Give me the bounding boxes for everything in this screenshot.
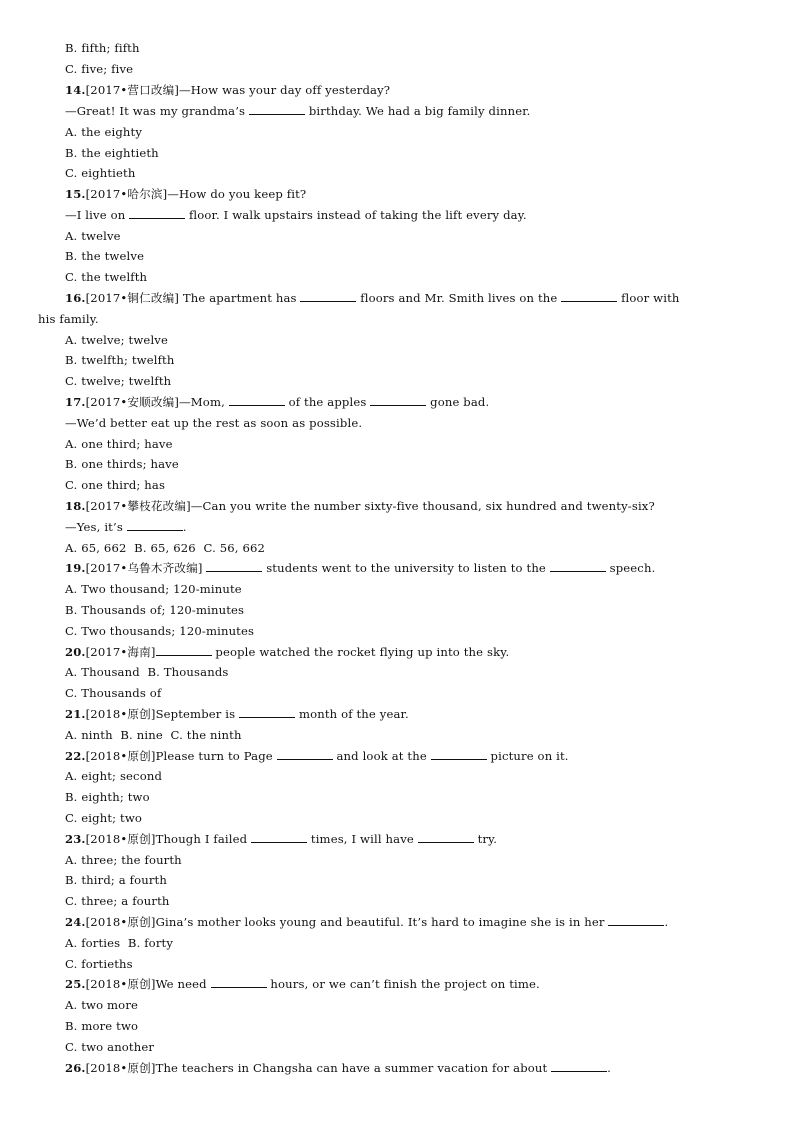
question-24-stem: [65, 915, 668, 929]
answer-blank: [251, 832, 307, 843]
question-text: people watched the rocket flying up into the sky.: [211, 645, 510, 659]
question-15-stem: [65, 187, 306, 201]
option-b: B. the eightieth: [65, 146, 159, 160]
question-text: times, I will have: [307, 832, 418, 846]
answer-blank: [370, 395, 426, 406]
question-source-tag: [2017•铜仁改编]: [85, 291, 180, 305]
question-text: Gina’s mother looks young and beautiful. It’s hard to imagine she is in her: [155, 915, 609, 929]
answer-blank: [239, 707, 295, 718]
question-18-stem: [65, 499, 655, 513]
options-inline: A. ninth B. nine C. the ninth: [65, 728, 242, 742]
answer-blank: [277, 749, 333, 760]
question-text: The apartment has: [179, 291, 301, 305]
option-b: B. Thousands of; 120-minutes: [65, 603, 245, 617]
option-c: C. eightieth: [65, 166, 136, 180]
answer-blank: [249, 104, 305, 115]
option-b: B. one thirds; have: [65, 457, 179, 471]
question-text: —Yes, it’s: [65, 520, 127, 534]
answer-blank: [229, 395, 285, 406]
question-text: .: [664, 915, 669, 929]
question-18-line2: [65, 520, 187, 534]
question-number: 26.: [65, 1061, 86, 1075]
question-number: 21.: [65, 707, 86, 721]
question-21-stem: [65, 707, 409, 721]
option-c: C. three; a fourth: [65, 894, 170, 908]
question-source-tag: [2018•原创]: [85, 832, 156, 846]
question-text: of the apples: [284, 395, 371, 409]
question-16-stem: [65, 291, 680, 305]
answer-blank: [431, 749, 487, 760]
question-source-tag: [2017•海南]: [85, 645, 156, 659]
option-c: C. fortieths: [65, 957, 133, 971]
question-16-continuation: his family.: [38, 312, 99, 326]
question-text: —Can you write the number sixty-five thousand, six hundred and twenty-six?: [190, 499, 655, 513]
question-text: hours, or we can’t finish the project on time.: [266, 977, 540, 991]
question-text: .: [607, 1061, 612, 1075]
question-number: 15.: [65, 187, 86, 201]
option-c: C. one third; has: [65, 478, 166, 492]
question-14-stem: [65, 83, 390, 97]
option-c: C. five; five: [65, 62, 134, 76]
question-text: and look at the: [332, 749, 431, 763]
question-number: 16.: [65, 291, 86, 305]
option-c: C. the twelfth: [65, 270, 148, 284]
question-number: 24.: [65, 915, 86, 929]
question-number: 19.: [65, 561, 86, 575]
answer-blank: [561, 291, 617, 302]
question-text: September is: [155, 707, 240, 721]
answer-blank: [127, 520, 183, 531]
question-source-tag: [2018•原创]: [85, 707, 156, 721]
answer-blank: [300, 291, 356, 302]
option-b: B. twelfth; twelfth: [65, 353, 175, 367]
question-source-tag: [2018•原创]: [85, 1061, 156, 1075]
question-text: .: [182, 520, 187, 534]
option-b: B. fifth; fifth: [65, 41, 140, 55]
question-text: The teachers in Changsha can have a summer vacation for about: [155, 1061, 552, 1075]
question-text: Please turn to Page: [155, 749, 277, 763]
question-text: try.: [473, 832, 498, 846]
question-text: month of the year.: [295, 707, 409, 721]
options-inline: A. Thousand B. Thousands: [65, 665, 229, 679]
option-a: A. eight; second: [65, 769, 163, 783]
question-text: picture on it.: [486, 749, 569, 763]
question-source-tag: [2017•哈尔滨]: [85, 187, 168, 201]
answer-blank: [156, 645, 212, 656]
question-text: —Great! It was my grandma’s: [65, 104, 249, 118]
option-c: C. two another: [65, 1040, 155, 1054]
question-15-line2: [65, 208, 527, 222]
question-text: speech.: [605, 561, 656, 575]
question-26-stem: [65, 1061, 611, 1075]
question-text: floors and Mr. Smith lives on the: [356, 291, 562, 305]
question-text: Though I failed: [155, 832, 252, 846]
question-text: —Mom,: [179, 395, 229, 409]
question-source-tag: [2017•安顺改编]: [85, 395, 180, 409]
question-text: gone bad.: [426, 395, 490, 409]
question-17-line2: —We’d better eat up the rest as soon as possible.: [65, 416, 363, 430]
option-c: C. eight; two: [65, 811, 143, 825]
question-number: 18.: [65, 499, 86, 513]
option-b: B. third; a fourth: [65, 873, 167, 887]
option-c: C. Two thousands; 120-minutes: [65, 624, 255, 638]
question-text: We need: [155, 977, 211, 991]
option-b: B. the twelve: [65, 249, 145, 263]
question-source-tag: [2017•营口改编]: [85, 83, 180, 97]
question-text: floor with: [617, 291, 680, 305]
question-source-tag: [2018•原创]: [85, 977, 156, 991]
answer-blank: [551, 1061, 607, 1072]
question-text: students went to the university to listen to the: [262, 561, 550, 575]
option-a: A. one third; have: [65, 437, 173, 451]
answer-blank: [608, 915, 664, 926]
question-text: birthday. We had a big family dinner.: [305, 104, 531, 118]
option-a: A. twelve: [65, 229, 121, 243]
question-17-stem: [65, 395, 489, 409]
options-inline: A. 65, 662 B. 65, 626 C. 56, 662: [65, 541, 266, 555]
answer-blank: [129, 208, 185, 219]
answer-blank: [211, 977, 267, 988]
question-source-tag: [2018•原创]: [85, 915, 156, 929]
question-text: —How was your day off yesterday?: [179, 83, 391, 97]
option-b: B. more two: [65, 1019, 139, 1033]
option-a: A. Two thousand; 120-minute: [65, 582, 242, 596]
question-number: 17.: [65, 395, 86, 409]
option-c: C. Thousands of: [65, 686, 162, 700]
question-number: 23.: [65, 832, 86, 846]
question-source-tag: [2018•原创]: [85, 749, 156, 763]
option-a: A. three; the fourth: [65, 853, 182, 867]
question-text: floor. I walk upstairs instead of taking the lift every day.: [185, 208, 527, 222]
question-25-stem: [65, 977, 540, 991]
question-source-tag: [2017•攀枝花改编]: [85, 499, 191, 513]
question-20-stem: [65, 645, 509, 659]
option-b: B. eighth; two: [65, 790, 150, 804]
question-text: —How do you keep fit?: [167, 187, 307, 201]
question-number: 20.: [65, 645, 86, 659]
options-inline: A. forties B. forty: [65, 936, 174, 950]
question-text: —I live on: [65, 208, 130, 222]
option-a: A. twelve; twelve: [65, 333, 169, 347]
question-number: 22.: [65, 749, 86, 763]
option-a: A. the eighty: [65, 125, 143, 139]
question-number: 25.: [65, 977, 86, 991]
question-14-line2: [65, 104, 530, 118]
option-a: A. two more: [65, 998, 139, 1012]
answer-blank: [550, 561, 606, 572]
question-source-tag: [2017•乌鲁木齐改编]: [85, 561, 203, 575]
question-22-stem: [65, 749, 569, 763]
answer-blank: [418, 832, 474, 843]
question-number: 14.: [65, 83, 86, 97]
question-23-stem: [65, 832, 497, 846]
answer-blank: [206, 561, 262, 572]
question-19-stem: [65, 561, 655, 575]
option-c: C. twelve; twelfth: [65, 374, 172, 388]
